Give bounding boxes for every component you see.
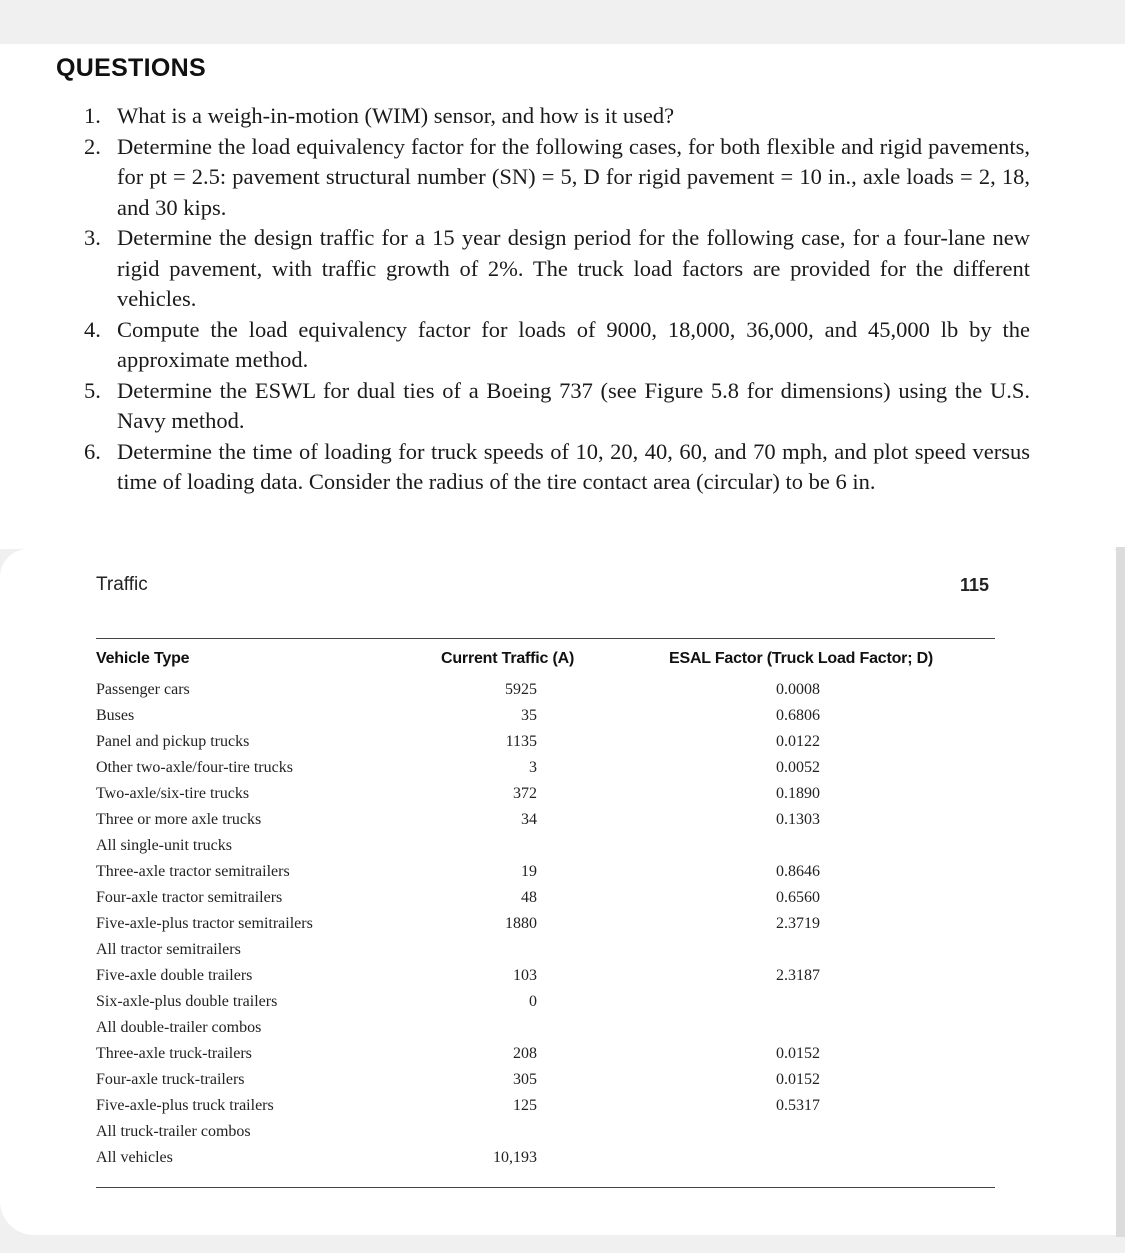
- vehicle-type-cell: Buses: [96, 707, 135, 724]
- question-text: What is a weigh-in-motion (WIM) sensor, and how is it used?: [117, 103, 675, 128]
- current-traffic-cell: 125: [513, 1097, 537, 1114]
- vehicle-type-cell: Four-axle truck-trailers: [96, 1071, 245, 1088]
- question-text: Compute the load equivalency factor for loads of 9000, 18,000, 36,000, and 45,000 lb by the approximate method.: [117, 316, 1030, 372]
- table-row: [0, 1019, 1000, 1045]
- current-traffic-cell: 35: [521, 707, 537, 724]
- table-row: [0, 1123, 1000, 1149]
- question-item: [84, 376, 1030, 437]
- table-row: [0, 837, 1000, 863]
- table-row: [0, 993, 1000, 1019]
- vehicle-type-cell: All single-unit trucks: [96, 837, 232, 854]
- table-top-rule: [96, 638, 995, 639]
- table-row: [0, 967, 1000, 993]
- table-row: [0, 733, 1000, 759]
- esal-factor-cell: 0.1890: [776, 785, 820, 802]
- table-row: [0, 889, 1000, 915]
- esal-factor-cell: 0.1303: [776, 811, 820, 828]
- question-text: Determine the design traffic for a 15 year design period for the following case, for a four-lane new rigid pavement, with traffic growth of 2%. The truck load factors are provided for the different vehicles.: [117, 225, 1030, 311]
- table-row: [0, 681, 1000, 707]
- table-bottom-rule: [96, 1187, 995, 1188]
- table-row: [0, 759, 1000, 785]
- vehicle-type-cell: Five-axle double trailers: [96, 967, 253, 984]
- esal-factor-cell: 0.0052: [776, 759, 820, 776]
- esal-factor-cell: 0.6806: [776, 707, 820, 724]
- vehicle-type-cell: Panel and pickup trucks: [96, 733, 250, 750]
- vehicle-type-cell: Five-axle-plus truck trailers: [96, 1097, 274, 1114]
- vehicle-type-cell: Five-axle-plus tractor semitrailers: [96, 915, 313, 932]
- question-item: [84, 101, 1030, 132]
- esal-factor-cell: 2.3187: [776, 967, 820, 984]
- esal-factor-cell: 0.0152: [776, 1045, 820, 1062]
- header-vehicle-type: Vehicle Type: [96, 650, 190, 667]
- header-current-traffic: Current Traffic (A): [441, 650, 575, 667]
- table-row: [0, 915, 1000, 941]
- question-text: Determine the load equivalency factor for the following cases, for both flexible and rigid pavements, for pt = 2.5: pavement structural number (SN) = 5, D for rigid pavement = 10 in., axle loads = 2, 18, and 30 kips.: [117, 133, 1030, 220]
- vehicle-type-cell: Other two-axle/four-tire trucks: [96, 759, 293, 776]
- current-traffic-cell: 0: [529, 993, 537, 1010]
- vehicle-type-cell: All vehicles: [96, 1149, 173, 1166]
- vehicle-type-cell: Three-axle truck-trailers: [96, 1045, 252, 1062]
- vehicle-type-cell: Three-axle tractor semitrailers: [96, 863, 290, 880]
- esal-factor-cell: 0.0122: [776, 733, 820, 750]
- question-text: Determine the ESWL for dual ties of a Boeing 737 (see Figure 5.8 for dimensions) using the U.S. Navy method.: [117, 377, 1030, 433]
- vehicle-type-cell: Passenger cars: [96, 681, 190, 698]
- table-row: [0, 811, 1000, 837]
- question-number: 2.: [84, 133, 101, 159]
- header-esal-factor: ESAL Factor (Truck Load Factor; D): [669, 650, 934, 667]
- questions-list: [84, 101, 1030, 498]
- esal-factor-cell: 0.0008: [776, 681, 820, 698]
- esal-factor-cell: 0.6560: [776, 889, 820, 906]
- page-edge: [1116, 547, 1125, 1237]
- vehicle-type-cell: Six-axle-plus double trailers: [96, 993, 278, 1010]
- current-traffic-cell: 34: [521, 811, 537, 828]
- vehicle-type-cell: Four-axle tractor semitrailers: [96, 889, 283, 906]
- esal-factor-cell: 0.8646: [776, 863, 820, 880]
- current-traffic-cell: 208: [513, 1045, 537, 1062]
- table-row: [0, 941, 1000, 967]
- running-head: Traffic: [96, 574, 148, 595]
- table-row: [0, 1045, 1000, 1071]
- current-traffic-cell: 5925: [505, 681, 537, 698]
- current-traffic-cell: 372: [513, 785, 537, 802]
- table-row: [0, 1149, 1000, 1175]
- esal-factor-cell: 2.3719: [776, 915, 820, 932]
- question-number: 4.: [84, 316, 101, 342]
- current-traffic-cell: 103: [513, 967, 537, 984]
- questions-heading: QUESTIONS: [56, 54, 206, 82]
- question-number: 6.: [84, 438, 101, 464]
- current-traffic-cell: 1135: [505, 733, 537, 750]
- question-item: [84, 315, 1030, 376]
- table-row: [0, 785, 1000, 811]
- esal-factor-cell: 0.0152: [776, 1071, 820, 1088]
- page-number: 115: [960, 575, 990, 595]
- current-traffic-cell: 10,193: [493, 1149, 537, 1166]
- question-number: 3.: [84, 225, 101, 250]
- current-traffic-cell: 3: [529, 759, 537, 776]
- vehicle-type-cell: All tractor semitrailers: [96, 941, 241, 958]
- question-item: [84, 223, 1030, 315]
- table-row: [0, 1097, 1000, 1123]
- current-traffic-cell: 19: [521, 863, 537, 880]
- table-row: [0, 863, 1000, 889]
- current-traffic-cell: 48: [521, 889, 537, 906]
- question-number: 1.: [84, 103, 101, 128]
- question-item: [84, 437, 1030, 498]
- current-traffic-cell: 1880: [505, 915, 537, 932]
- table-row: [0, 707, 1000, 733]
- vehicle-type-cell: All truck-trailer combos: [96, 1123, 251, 1140]
- current-traffic-cell: 305: [513, 1071, 537, 1088]
- esal-factor-cell: 0.5317: [776, 1097, 820, 1114]
- question-item: [84, 132, 1030, 224]
- table-row: [0, 1071, 1000, 1097]
- vehicle-type-cell: Three or more axle trucks: [96, 811, 262, 828]
- vehicle-type-cell: Two-axle/six-tire trucks: [96, 785, 250, 802]
- vehicle-type-cell: All double-trailer combos: [96, 1019, 262, 1036]
- question-number: 5.: [84, 377, 101, 403]
- question-text: Determine the time of loading for truck speeds of 10, 20, 40, 60, and 70 mph, and plot speed versus time of loading data. Consider the radius of the tire contact area (circular) to be 6 in.: [117, 438, 1030, 494]
